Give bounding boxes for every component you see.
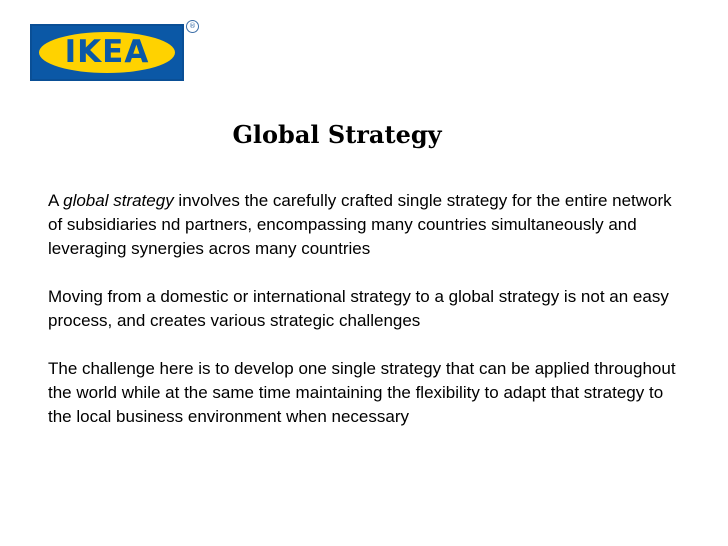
slide-body (48, 189, 688, 429)
ikea-logo (30, 24, 184, 81)
registered-trademark-icon: ® (186, 20, 199, 33)
paragraph-transition: Moving from a domestic or international strategy to a global strategy is not an easy process, and creates various strategic challenges (48, 287, 669, 330)
paragraph-definition (48, 189, 688, 261)
paragraph-challenge: The challenge here is to develop one single strategy that can be applied throughout the world while at the same time maintaining the flexibility to adapt that strategy to the local business environment when necessary (48, 359, 676, 426)
logo-wordmark: IKEA (64, 34, 150, 70)
emphasis-term: global strategy (63, 191, 174, 210)
slide-title: Global Strategy (232, 120, 442, 149)
paragraph-lead: A (48, 191, 64, 210)
paragraph-rest: involves the carefully crafted single strategy for the entire network of subsidiaries nd partners, encompassing many countries simultaneously and leveraging synergies acros many countries (48, 191, 672, 258)
